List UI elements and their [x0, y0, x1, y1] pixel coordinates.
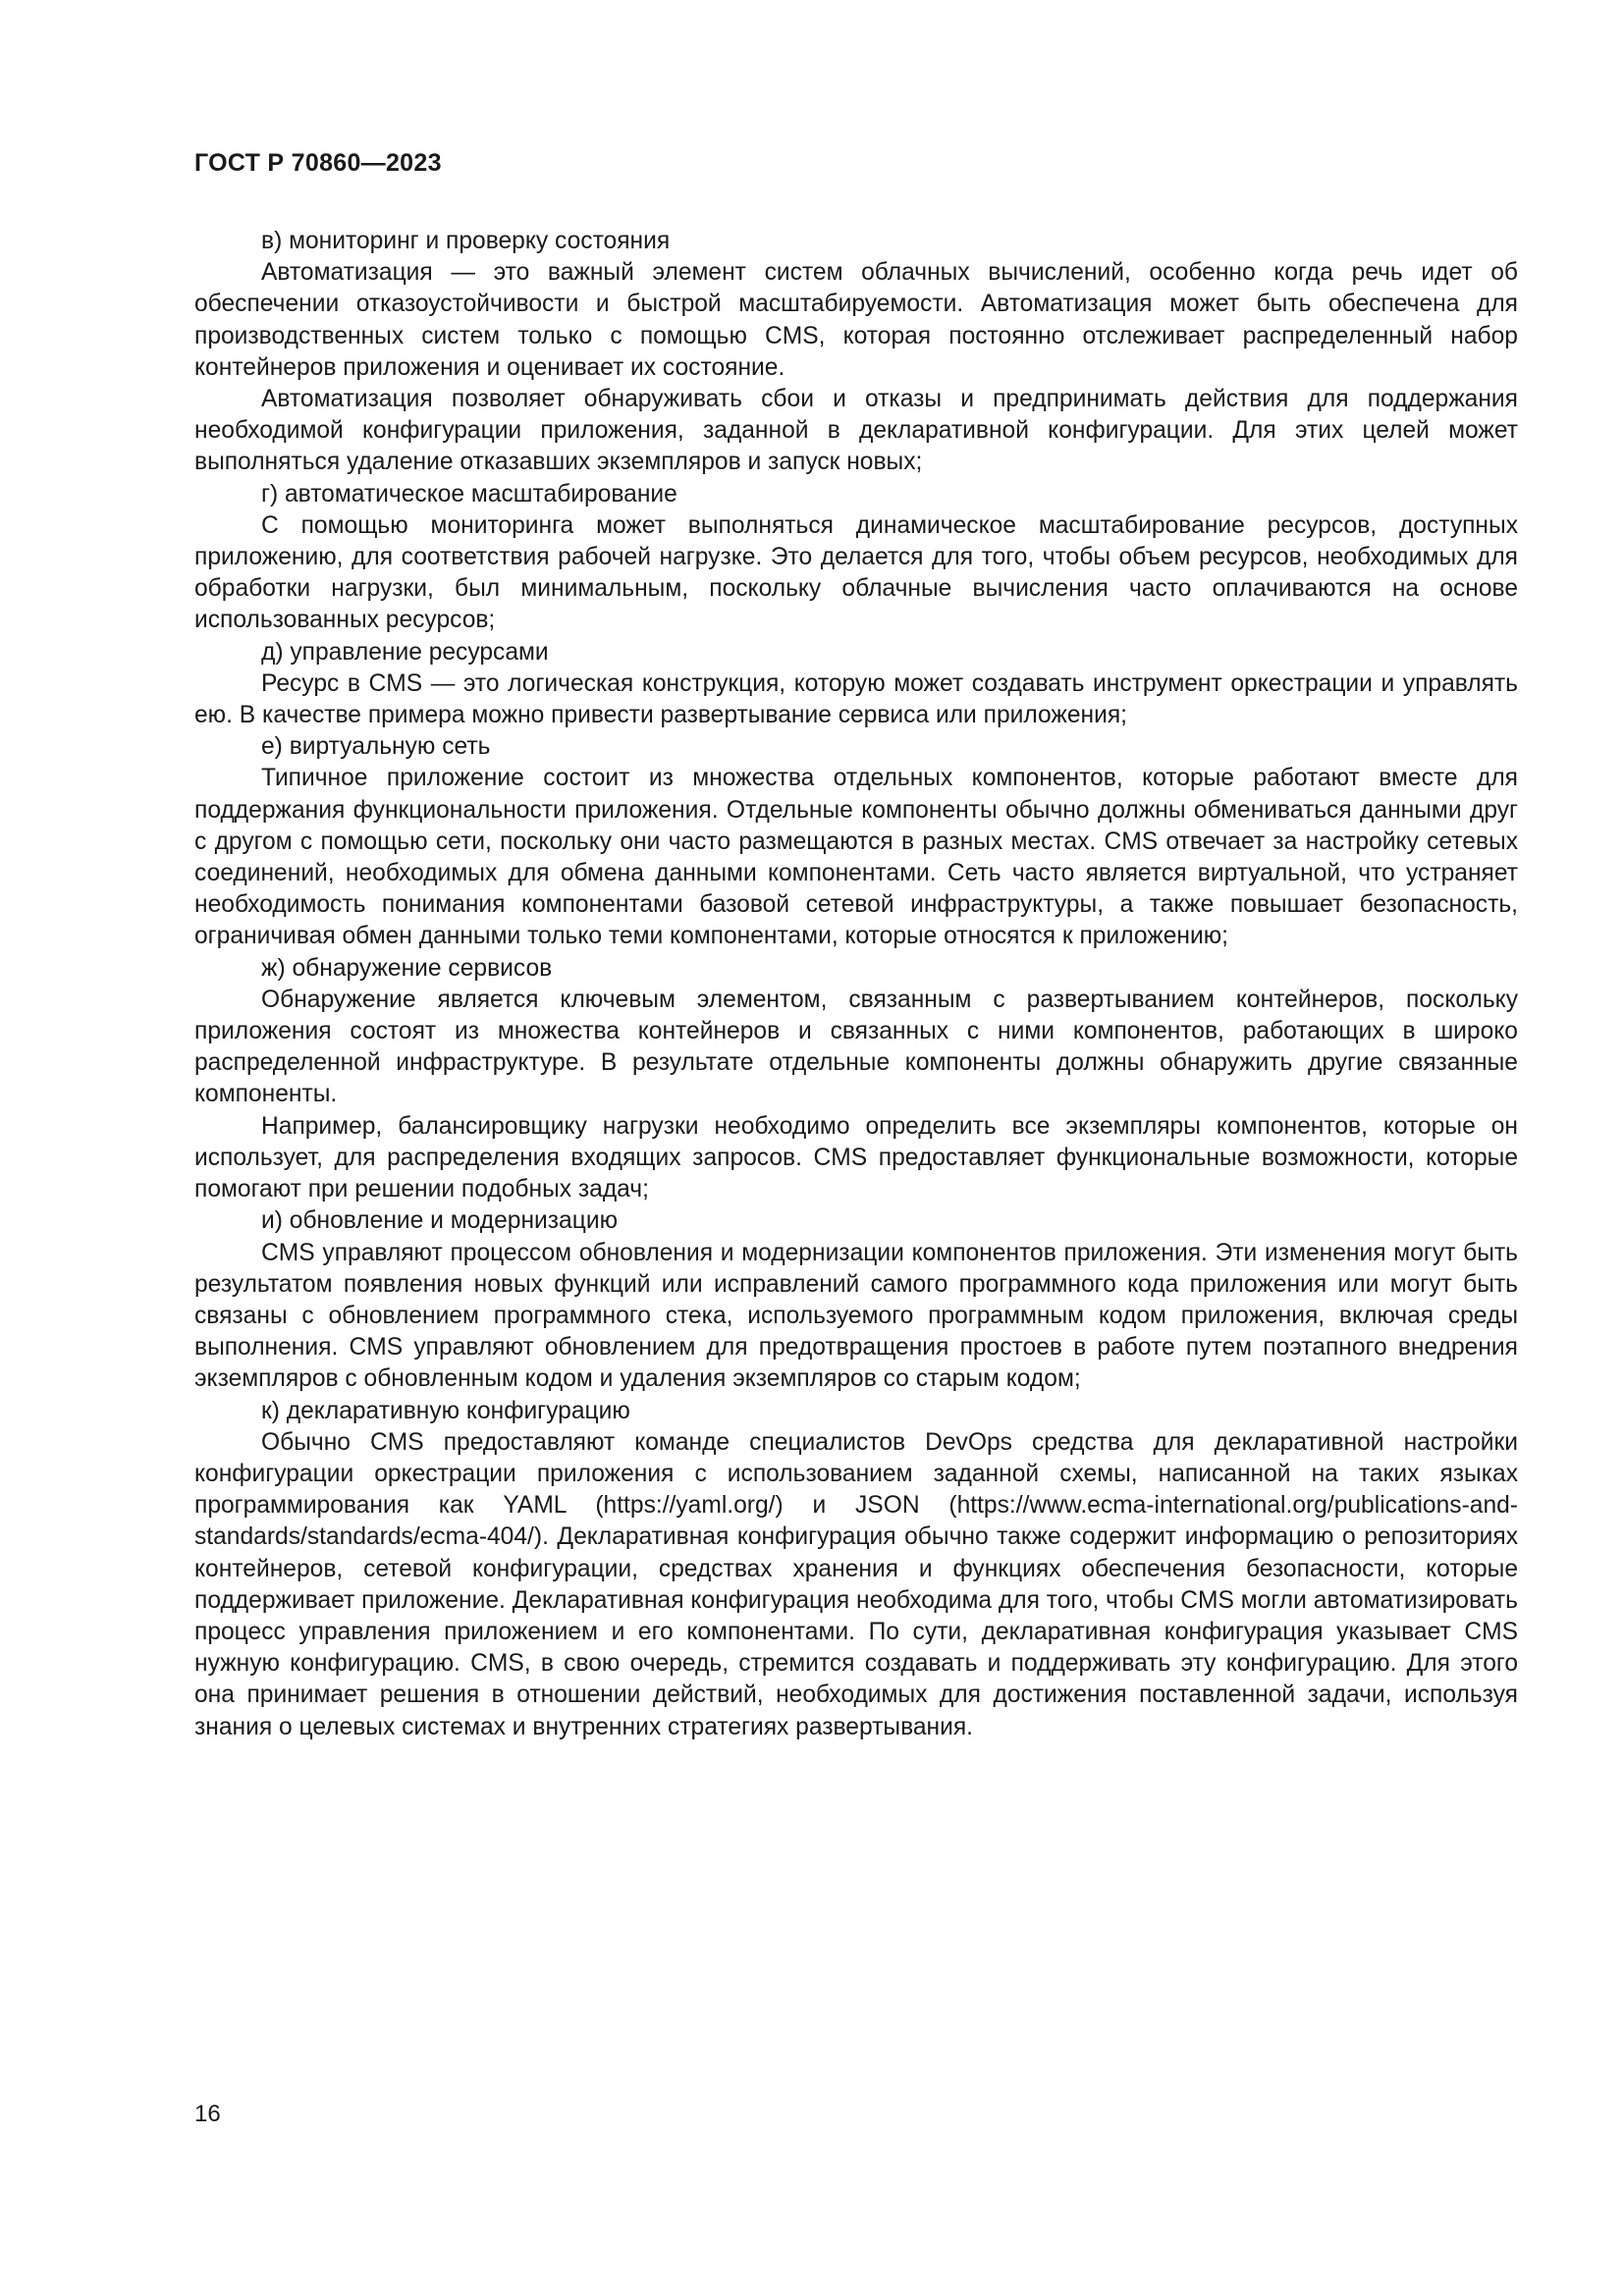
paragraph: Ресурс в CMS — это логическая конструкция, которую может создавать инструмент оркестрации и управлять ею. В качестве примера можно привести развертывание сервиса или приложения;	[194, 669, 1518, 729]
list-item-zh: ж) обнаружение сервисов	[261, 954, 553, 982]
paragraph: CMS управляют процессом обновления и модернизации компонентов приложения. Эти изменения могут быть результатом появления новых функций или исправлений самого программного кода приложения или могут быть связаны с обновлением программного стека, используемого программным кодом приложения, включая среды выполнения. CMS управляют обновлением для предотвращения простоев в работе путем поэтапного внедрения экземпляров с обновленным кодом и удаления экземпляров со старым кодом;	[194, 1239, 1518, 1393]
paragraph: Обнаружение является ключевым элементом, связанным с развертыванием контейнеров, поскольку приложения состоят из множества контейнеров и связанных с ними компонентов, работающих в широко распределенной инфраструктуре. В результате отдельные компоненты должны обнаружить другие связанные компоненты.	[194, 986, 1518, 1108]
paragraph: С помощью мониторинга может выполняться динамическое масштабирование ресурсов, доступных приложению, для соответствия рабочей нагрузке. Это делается для того, чтобы объем ресурсов, необходимых для обработки нагрузки, был минимальным, поскольку облачные вычисления часто оплачиваются на основе использованных ресурсов;	[194, 511, 1518, 634]
paragraph: Автоматизация позволяет обнаруживать сбои и отказы и предпринимать действия для поддержания необходимой конфигурации приложения, заданной в декларативной конфигурации. Для этих целей может выполняться удаление отказавших экземпляров и запуск новых;	[194, 386, 1518, 476]
list-item-v: в) мониторинг и проверку состояния	[261, 228, 671, 254]
paragraph: Типичное приложение состоит из множества отдельных компонентов, которые работают вместе для поддержания функциональности приложения. Отдельные компоненты обычно должны обмениваться данными друг с другом с помощью сети, поскольку они часто размещаются в разных местах. CMS отвечает за настройку сетевых соединений, необходимых для обмена данными компонентами. Сеть часто является виртуальной, что устраняет необходимость понимания компонентами базовой сетевой инфраструктуры, а также повышает безопасность, ограничивая обмен данными только теми компонентами, которые относятся к приложению;	[194, 765, 1518, 950]
list-item-g: г) автоматическое масштабирование	[261, 480, 677, 507]
document-header: ГОСТ Р 70860—2023	[194, 149, 442, 177]
list-item-k: к) декларативную конфигурацию	[261, 1397, 630, 1424]
paragraph: Например, балансировщику нагрузки необходимо определить все экземпляры компонентов, которые он использует, для распределения входящих запросов. CMS предоставляет функциональные возможности, которые помогают при решении подобных задач;	[194, 1112, 1518, 1203]
list-item-e: е) виртуальную сеть	[261, 733, 491, 761]
list-item-i: и) обновление и модернизацию	[261, 1207, 619, 1235]
paragraph: Обычно CMS предоставляют команде специалистов DevOps средства для декларативной настройки конфигурации оркестрации приложения с использованием заданной схемы, написанной на таких языках программирования как YAML (https://yaml.org/) и JSON (https://www.ecma-international.org/publications-and-standards/standards/ecma-404/). Декларативная конфигурация обычно также содержит информацию о репозиториях контейнеров, сетевой конфигурации, средствах хранения и функциях обеспечения безопасности, которые поддерживает приложение. Декларативная конфигурация необходима для того, чтобы CMS могли автоматизировать процесс управления приложением и его компонентами. По сути, декларативная конфигурация указывает CMS нужную конфигурацию. CMS, в свою очередь, стремится создавать и поддерживать эту конфигурацию. Для этого она принимает решения в отношении действий, необходимых для достижения поставленной задачи, используя знания о целевых системах и внутренних стратегиях развертывания.	[194, 1428, 1518, 1740]
page-number: 16	[194, 2101, 221, 2127]
document-body	[194, 226, 1518, 1743]
paragraph: Автоматизация — это важный элемент систем облачных вычислений, особенно когда речь идет об обеспечении отказоустойчивости и быстрой масштабируемости. Автоматизация может быть обеспечена для производственных систем только с помощью CMS, которая постоянно отслеживает распределенный набор контейнеров приложения и оценивает их состояние.	[194, 259, 1518, 381]
list-item-d: д) управление ресурсами	[261, 638, 549, 666]
